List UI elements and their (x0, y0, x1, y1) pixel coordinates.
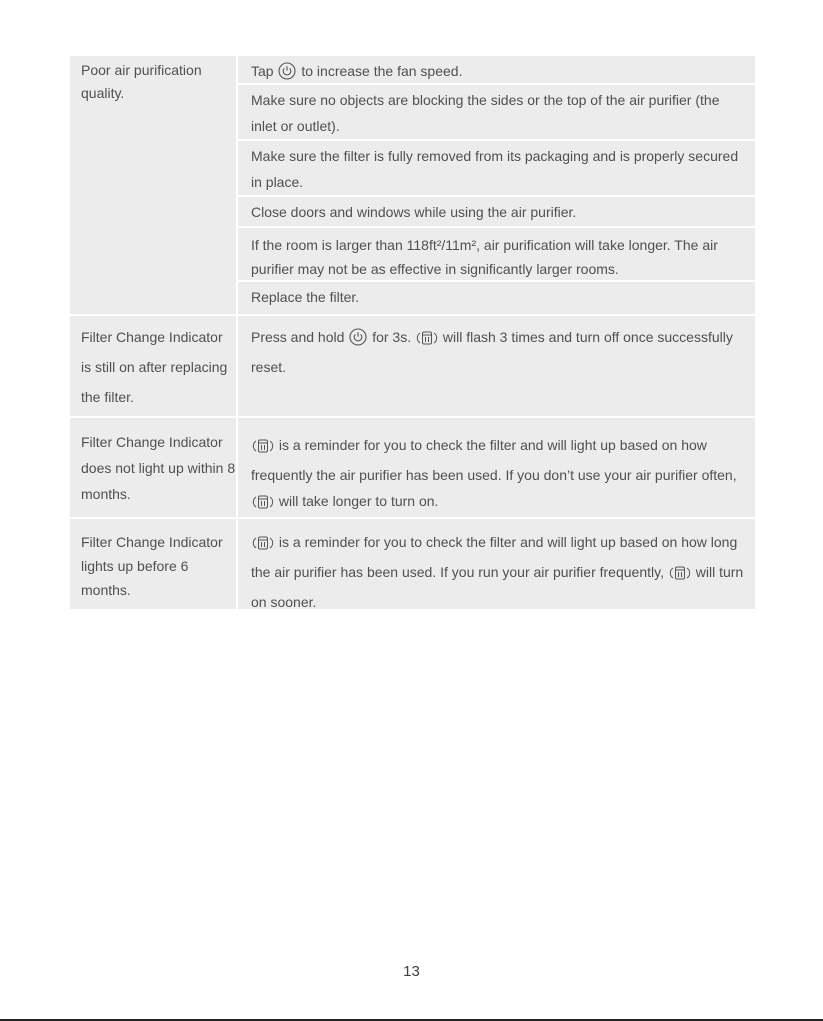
solution-text: will take longer to turn on. (278, 493, 439, 509)
solutions-list (238, 418, 755, 517)
table-row (70, 418, 755, 517)
filter-indicator-icon (252, 533, 274, 559)
solution-text: Press and hold (251, 329, 345, 345)
filter-indicator-icon (252, 436, 274, 462)
solution-text: is a reminder for you to check the filter and will light up based on how long the air purifier has been used. If you run your air purifier frequently, (251, 534, 738, 580)
filter-indicator-icon (669, 563, 691, 589)
filter-indicator-icon (252, 492, 274, 518)
table-row (70, 56, 755, 314)
solution-text: to increase the fan speed. (301, 63, 463, 79)
solution-cell: If the room is larger than 118ft²/11m², air purification will take longer. The air purifier may not be as effective in significantly larger rooms. (238, 228, 755, 280)
solution-text: Tap (251, 63, 274, 79)
solutions-list (238, 519, 755, 609)
solution-text: for 3s. (372, 329, 412, 345)
solution-text: is a reminder for you to check the filter and will light up based on how frequently the air purifier has been used. If you don’t use your air purifier often, (251, 437, 737, 483)
solution-cell: Close doors and windows while using the air purifier. (238, 197, 755, 226)
problem-cell: Poor air purification quality. (70, 56, 236, 314)
page-number: 13 (403, 963, 420, 980)
problem-cell: Filter Change Indicator is still on after replacing the filter. (70, 316, 236, 416)
solution-cell: Replace the filter. (238, 282, 755, 314)
problem-cell: Filter Change Indicator does not light up within 8 months. (70, 418, 236, 517)
solutions-list (238, 56, 755, 314)
solution-cell: Make sure the filter is fully removed from its packaging and is properly secured in place. (238, 141, 755, 195)
table-row (70, 316, 755, 416)
solution-text: will turn on sooner. (251, 564, 744, 610)
table-row (70, 519, 755, 609)
troubleshooting-table (70, 56, 755, 609)
solution-cell (238, 316, 755, 416)
filter-indicator-icon (416, 328, 438, 354)
power-icon (349, 328, 367, 354)
solutions-list (238, 316, 755, 416)
solution-cell (238, 519, 755, 609)
solution-cell (238, 56, 755, 83)
solution-text: will flash 3 times and turn off once successfully reset. (251, 329, 733, 375)
problem-cell: Filter Change Indicator lights up before 6 months. (70, 519, 236, 609)
solution-cell (238, 418, 755, 517)
solution-cell: Make sure no objects are blocking the sides or the top of the air purifier (the inlet or outlet). (238, 85, 755, 139)
